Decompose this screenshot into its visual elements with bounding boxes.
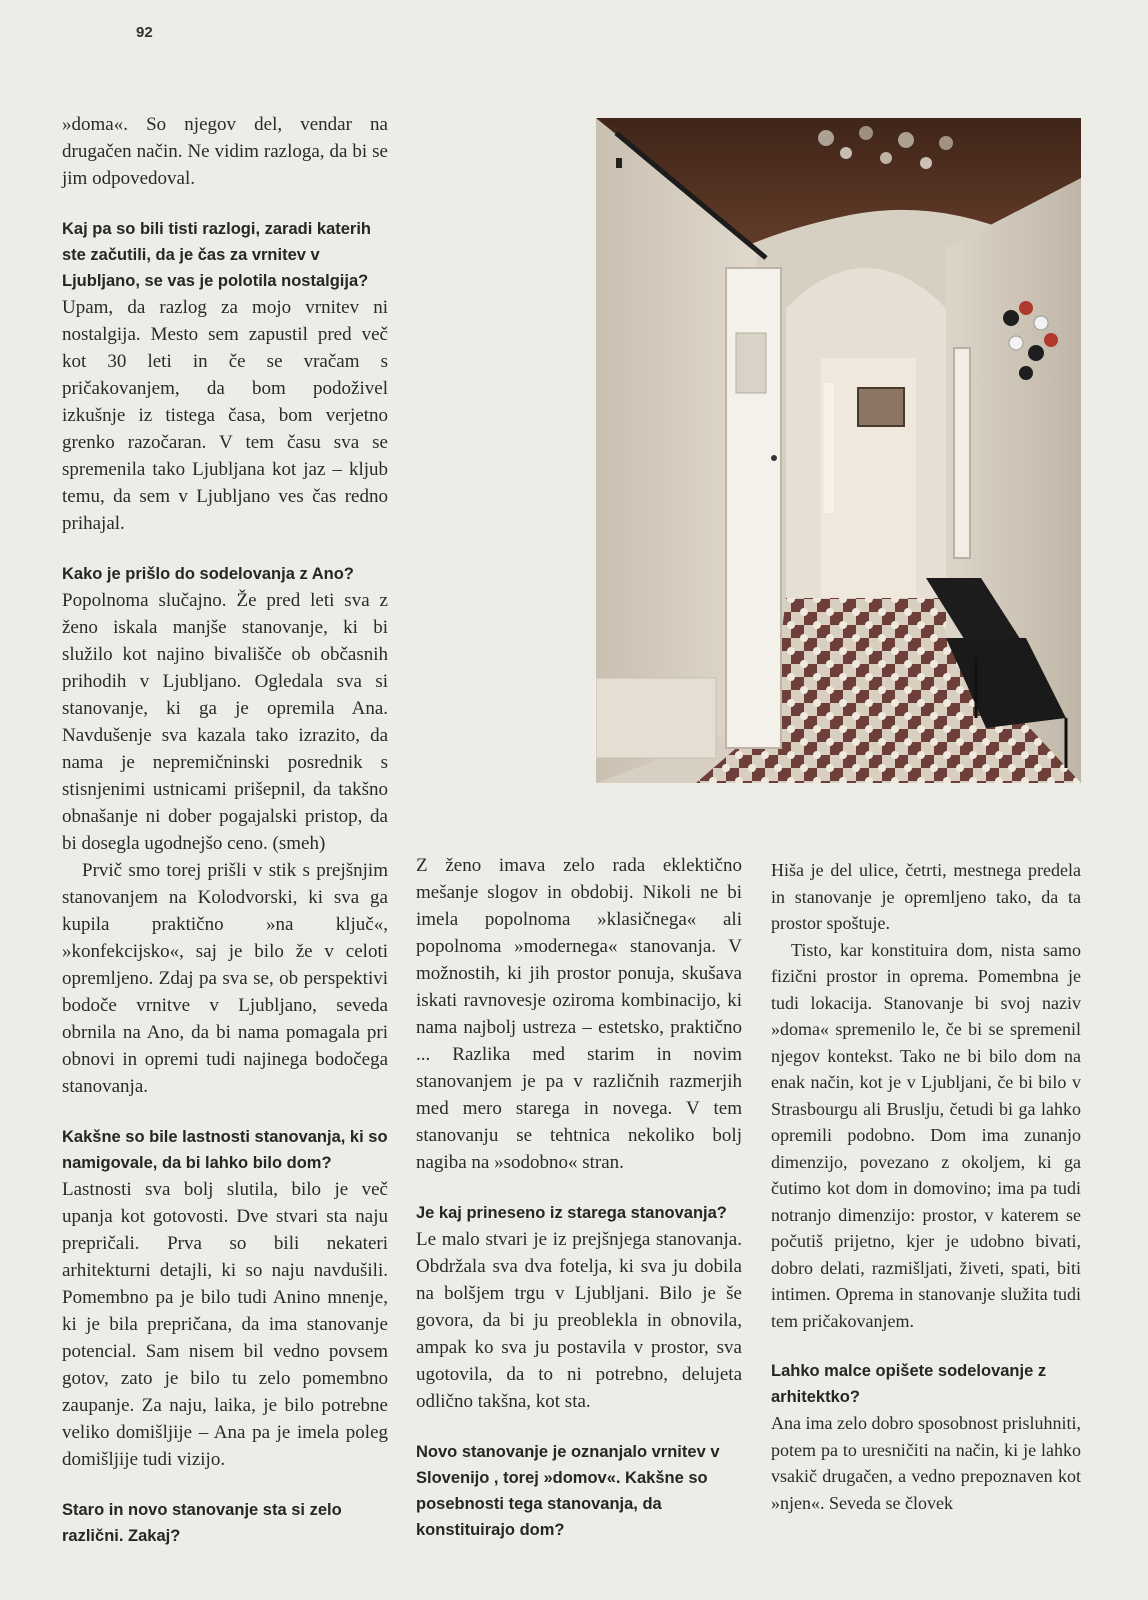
paragraph: Popolnoma slučajno. Že pred leti sva z ženo iskala manjše stanovanje, ki bi služilo kot najino bivališče ob občasnih prihodih v Ljubljano. Ogledala sva si stanovanje, ki ga je opremila Ana. Navdušenje sva kazala tako izrazito, da nama je nepremičninski posrednik s stisnjenimi ustnicami prišepnil, da takšno obnašanje ni dober pogajalski pristop, da bi dosegla ugodnejšo ceno. (smeh) (62, 590, 388, 854)
paragraph: Upam, da razlog za mojo vrnitev ni nostalgija. Mesto sem zapustil pred več kot 30 leti in če se vračam s pričakovanjem, da bom podoživel izkušnje iz tistega časa, bom verjetno grenko razočaran. V tem času sva se spremenila tako Ljubljana kot jaz – kljub temu, da sem v Ljubljano ves čas redno prihajal. (62, 297, 388, 534)
question-heading: Novo stanovanje je oznanjalo vrnitev v Slovenijo , torej »domov«. Kakšne so posebnosti tega stanovanja, da konstituirajo dom? (416, 1443, 720, 1539)
hallway-photo (596, 118, 1081, 783)
question-heading: Je kaj prineseno iz starega stanovanja? (416, 1204, 727, 1222)
question-heading: Kaj pa so bili tisti razlogi, zaradi katerih ste začutili, da je čas za vrnitev v Ljubljano, se vas je polotila nostalgija? (62, 220, 371, 290)
page-number: 92 (136, 24, 153, 41)
paragraph: Tisto, kar konstituira dom, nista samo fizični prostor in oprema. Pomembna je tudi lokacija. Stanovanje bi svoj naziv »doma« spremenilo le, če bi se spremenil njegov kontekst. Tako ne bi bilo dom na enak način, kot je v Ljubljani, če bi bilo v Strasbourgu ali Bruslju, četudi bi ga lahko opremili podobno. Dom ima zunanjo dimenzijo, povezano z okoljem, ki ga čutimo kot dom in domovino; ima pa tudi notranjo dimenzijo: prostor, v katerem se počutiš prijetno, kjer je udobno bivati, dobro delati, razmišljati, živeti, spati, biti intimen. Oprema in stanovanje služita tudi tem pričakovanjem. (771, 939, 1081, 1331)
paragraph: Hiša je del ulice, četrti, mestnega predela in stanovanje je opremljeno tako, da ta prostor spoštuje. (771, 860, 1081, 933)
hallway-illustration (596, 118, 1081, 783)
question-heading: Kakšne so bile lastnosti stanovanja, ki so namigovale, da bi lahko bilo dom? (62, 1128, 388, 1172)
paragraph: »doma«. So njegov del, vendar na drugačen način. Ne vidim razloga, da bi se jim odpovedoval. (62, 114, 388, 189)
question-heading: Lahko malce opišete sodelovanje z arhitektko? (771, 1362, 1047, 1406)
question-heading: Staro in novo stanovanje sta si zelo različni. Zakaj? (62, 1501, 342, 1545)
question-heading: Kako je prišlo do sodelovanja z Ano? (62, 565, 354, 583)
text-column-3 (771, 857, 1081, 1516)
paragraph: Ana ima zelo dobro sposobnost prisluhniti, potem pa to uresničiti na način, ki je lahko vsakič drugačen, a vedno prepoznaven kot »njen«. Seveda se človek (771, 1413, 1081, 1513)
text-column-2 (416, 852, 742, 1543)
text-column-1 (62, 111, 388, 1549)
paragraph: Le malo stvari je iz prejšnjega stanovanja. Obdržala sva dva fotelja, ki sva ju dobila na bolšjem trgu v Ljubljani. Bilo je še govora, da bi ju preoblekla in obnovila, ampak ko sva ju postavila v prostor, sva ugotovila, da to ni potrebno, delujeta odlično takšna, kot sta. (416, 1229, 742, 1412)
paragraph: Lastnosti sva bolj slutila, bilo je več upanja kot gotovosti. Dve stvari sta naju prepričali. Prva so bili nekateri arhitekturni detajli, ki so naju navdušili. Pomembno pa je bilo tudi Anino mnenje, ki je bila prepričana, da ima stanovanje potencial. Sam nisem bil vedno povsem gotov, zato je bilo tu zelo pomembno zaupanje. Za naju, laika, je bilo potrebne veliko domišljije – Ana pa je imela poleg domišljije tudi vizijo. (62, 1179, 388, 1470)
paragraph: Prvič smo torej prišli v stik s prejšnjim stanovanjem na Kolodvorski, ki sva ga kupila praktično »na ključ«, »konfekcijsko«, saj je bilo že v celoti opremljeno. Zdaj pa sva se, ob perspektivi bodoče vrnitve v Ljubljano, seveda obrnila na Ano, da bi nama pomagala pri obnovi in opremi tudi najinega bodočega stanovanja. (62, 860, 388, 1097)
paragraph: Z ženo imava zelo rada eklektično mešanje slogov in obdobij. Nikoli ne bi imela popolnoma »klasičnega« ali popolnoma »modernega« stanovanja. V možnostih, ki jih prostor ponuja, skušava iskati ravnovesje oziroma kombinacijo, ki nama najbolj ustreza – estetsko, praktično ... Razlika med starim in novim stanovanjem je pa v različnih razmerjih med mero starega in novega. V tem stanovanju se tehtnica nekoliko bolj nagiba na »sodobno« stran. (416, 855, 742, 1173)
